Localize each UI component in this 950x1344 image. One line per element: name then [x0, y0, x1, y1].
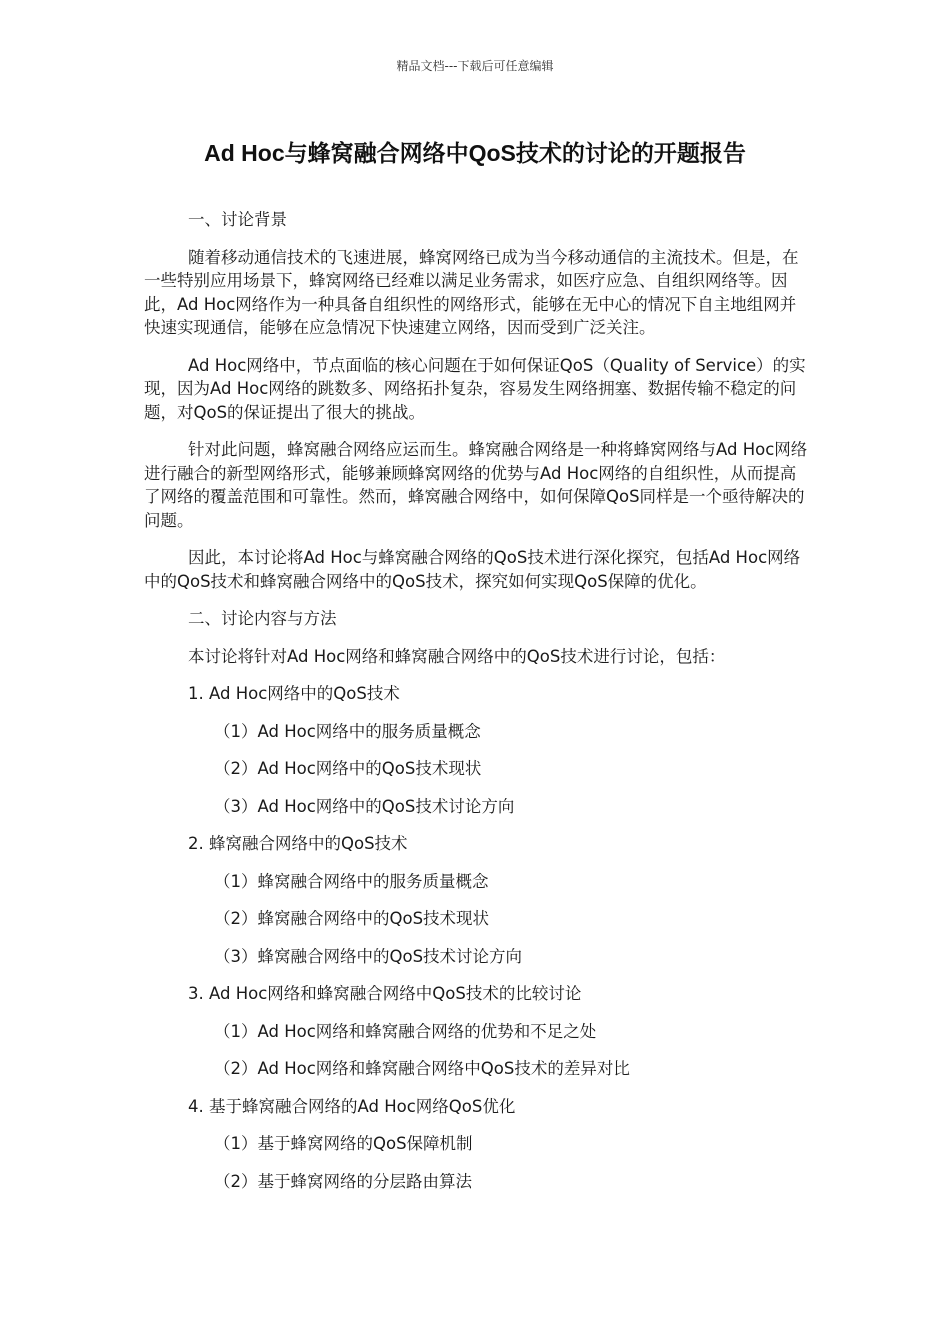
document-title: Ad Hoc与蜂窝融合网络中QoS技术的讨论的开题报告 — [204, 140, 746, 166]
background-paragraph-2: Ad Hoc网络中，节点面临的核心问题在于如何保证QoS（Quality of Service）的实现，因为Ad Hoc网络的跳数多、网络拓扑复杂，容易发生网络拥塞、数据传输不稳定的问题，对QoS的保证提出了很大的挑战。 — [144, 355, 806, 422]
section-heading-background: 一、讨论背景 — [188, 210, 287, 229]
list-item: 1. Ad Hoc网络中的QoS技术 — [188, 684, 400, 703]
page-header: 精品文档---下载后可任意编辑 — [396, 59, 554, 73]
list-item: 2. 蜂窝融合网络中的QoS技术 — [188, 834, 408, 853]
sub-list-item: （3）Ad Hoc网络中的QoS技术讨论方向 — [214, 796, 515, 816]
list-item: 3. Ad Hoc网络和蜂窝融合网络中QoS技术的比较讨论 — [188, 984, 582, 1003]
sub-list-item: （1）蜂窝融合网络中的服务质量概念 — [214, 871, 489, 891]
sub-list-item: （3）蜂窝融合网络中的QoS技术讨论方向 — [214, 946, 523, 966]
sub-list-item: （2）蜂窝融合网络中的QoS技术现状 — [214, 909, 490, 928]
sub-list-item: （2）Ad Hoc网络中的QoS技术现状 — [214, 759, 482, 778]
section-heading-content-method: 二、讨论内容与方法 — [188, 609, 337, 628]
background-paragraph-3: 针对此问题，蜂窝融合网络应运而生。蜂窝融合网络是一种将蜂窝网络与Ad Hoc网络进行融合的新型网络形式，能够兼顾蜂窝网络的优势与Ad Hoc网络的自组织性，从而提高了网络的覆盖范围和可靠性。然而，蜂窝融合网络中，如何保障QoS同样是一个亟待解决的问题。 — [144, 440, 808, 530]
background-paragraph-1: 随着移动通信技术的飞速进展，蜂窝网络已成为当今移动通信的主流技术。但是，在一些特别应用场景下，蜂窝网络已经难以满足业务需求，如医疗应急、自组织网络等。因此，Ad Hoc网络作为一种具备自组织性的网络形式，能够在无中心的情况下自主地组网并快速实现通信，能够在应急情况下快速建立网络，因而受到广泛关注。 — [144, 247, 799, 337]
background-paragraph-4: 因此，本讨论将Ad Hoc与蜂窝融合网络的QoS技术进行深化探究，包括Ad Hoc网络中的QoS技术和蜂窝融合网络中的QoS技术，探究如何实现QoS保障的优化。 — [144, 548, 801, 591]
sub-list-item: （1）Ad Hoc网络中的服务质量概念 — [214, 721, 481, 741]
sub-list-item: （2）基于蜂窝网络的分层路由算法 — [214, 1171, 472, 1191]
list-item: 4. 基于蜂窝融合网络的Ad Hoc网络QoS优化 — [188, 1096, 516, 1116]
sub-list-item: （1）基于蜂窝网络的QoS保障机制 — [214, 1134, 473, 1153]
sub-list-item: （2）Ad Hoc网络和蜂窝融合网络中QoS技术的差异对比 — [214, 1059, 630, 1078]
sub-list-item: （1）Ad Hoc网络和蜂窝融合网络的优势和不足之处 — [214, 1021, 597, 1041]
content-intro: 本讨论将针对Ad Hoc网络和蜂窝融合网络中的QoS技术进行讨论，包括： — [188, 646, 726, 666]
document-body — [144, 208, 808, 1207]
